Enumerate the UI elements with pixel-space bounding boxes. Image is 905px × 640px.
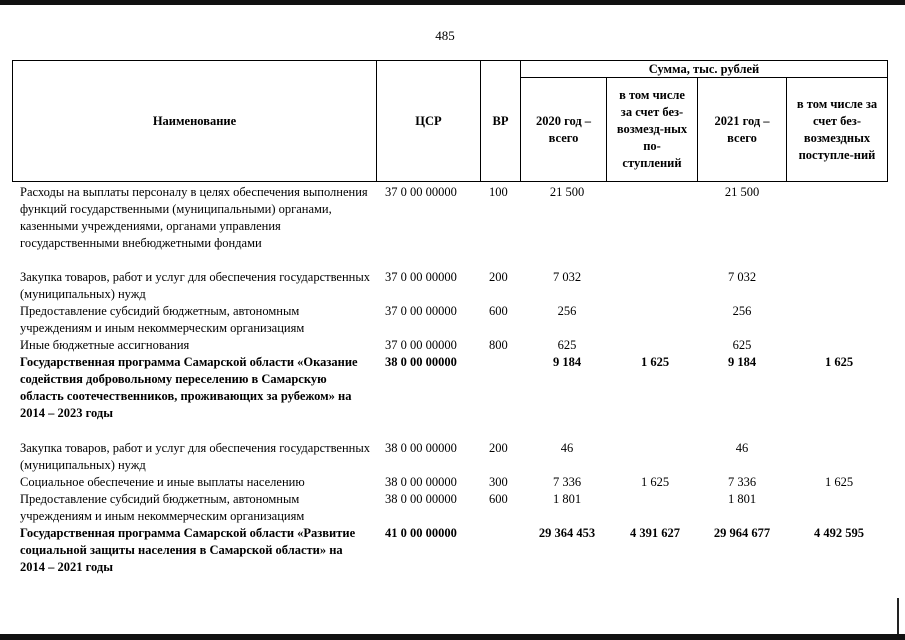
row-name: Государственная программа Самарской области «Оказание содействия добровольному переселению в Самарскую область соотечественников, проживающих за рубежом» на 2014 – 2023 годы [20,355,358,420]
page-edge-mark [897,598,899,634]
row-2021-total: 7 032 [727,270,757,284]
row-2021-free: 4 492 595 [814,526,864,540]
header-2020-total: 2020 год – всего [535,113,592,145]
row-csr: 38 0 00 00000 [385,475,457,489]
row-vr: 200 [489,270,508,284]
row-csr: 38 0 00 00000 [385,355,457,369]
row-2021-total: 21 500 [724,185,760,199]
header-vr: ВР [492,113,509,128]
row-2021-total: 256 [732,304,752,318]
row-2020-total: 46 [560,441,574,455]
row-2020-total: 29 364 453 [538,526,596,540]
header-2021-free: в том числе за счет без-возмездных поступле-ний [796,96,878,162]
row-csr: 37 0 00 00000 [385,304,457,318]
row-name: Предоставление субсидий бюджетным, автономным учреждениям и иным некоммерческим организациям [20,304,305,335]
header-right-border [887,60,888,182]
row-name: Социальное обеспечение и иные выплаты населению [20,475,305,489]
header-2020-free: в том числе за счет без-возмезд-ных по-ступлений [616,88,688,170]
row-vr: 200 [489,441,508,455]
row-2020-total: 7 032 [552,270,582,284]
row-2021-total: 29 964 677 [713,526,771,540]
row-name: Предоставление субсидий бюджетным, автономным учреждениям и иным некоммерческим организациям [20,492,305,523]
header-csr: ЦСР [415,113,442,128]
row-2021-total: 9 184 [727,355,757,369]
row-2021-total: 1 801 [727,492,757,506]
row-2021-free: 1 625 [824,355,854,369]
row-2020-free: 1 625 [640,475,670,489]
row-2020-total: 256 [557,304,577,318]
header-bottom-border [12,181,888,182]
row-2021-free: 1 625 [824,475,854,489]
row-2020-total: 1 801 [552,492,582,506]
row-2020-free: 1 625 [640,355,670,369]
header-sum-group: Сумма, тыс. рублей [648,61,760,76]
row-name: Государственная программа Самарской области «Развитие социальной защиты населения в Самарской области» на 2014 – 2021 годы [20,526,356,574]
row-name: Иные бюджетные ассигнования [20,338,190,352]
row-csr: 38 0 00 00000 [385,441,457,455]
row-vr: 300 [489,475,508,489]
row-2021-total: 625 [732,338,752,352]
row-name: Расходы на выплаты персоналу в целях обеспечения выполнения функций государственными (муниципальными) органами, казенными учреждениями, органами управления государственными внебюджетными фондами [20,185,368,250]
row-2020-total: 7 336 [552,475,582,489]
row-csr: 41 0 00 00000 [385,526,457,540]
header-name: Наименование [152,113,237,128]
row-csr: 37 0 00 00000 [385,185,457,199]
row-vr: 100 [489,185,508,199]
row-2021-total: 46 [735,441,749,455]
row-2020-total: 9 184 [552,355,582,369]
row-2020-total: 625 [557,338,577,352]
row-2020-free: 4 391 627 [630,526,680,540]
row-vr: 800 [489,338,508,352]
row-vr: 600 [489,492,508,506]
row-csr: 38 0 00 00000 [385,492,457,506]
row-2021-total: 7 336 [727,475,757,489]
row-vr: 600 [489,304,508,318]
page-number: 485 [435,28,455,43]
header-2021-total: 2021 год – всего [714,113,770,145]
row-name: Закупка товаров, работ и услуг для обеспечения государственных (муниципальных) нужд [20,270,371,301]
top-border-rule [0,0,905,5]
row-name: Закупка товаров, работ и услуг для обеспечения государственных (муниципальных) нужд [20,441,371,472]
row-2020-total: 21 500 [549,185,585,199]
row-csr: 37 0 00 00000 [385,338,457,352]
row-csr: 37 0 00 00000 [385,270,457,284]
bottom-border-rule [0,634,905,640]
